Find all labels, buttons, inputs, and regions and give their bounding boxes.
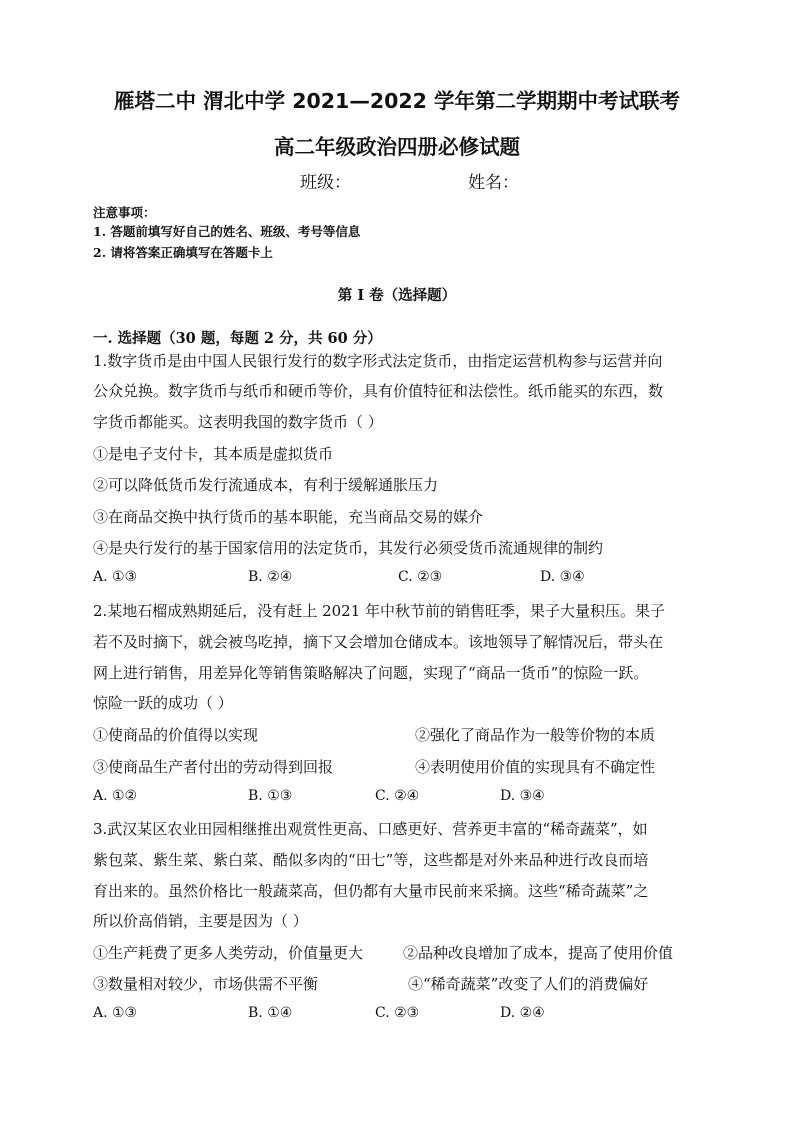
question-2-statement: ③使商品生产者付出的劳动得到回报 <box>93 758 334 776</box>
question-1-stem-line: 1.数字货币是由中国人民银行发行的数字形式法定货币，由指定运营机构参与运营并向 <box>93 352 663 370</box>
part-heading: 一. 选择题（30 题，每题 2 分，共 60 分） <box>93 330 382 347</box>
question-1-statement: ④是央行发行的基于国家信用的法定货币，其发行必须受货币流通规律的制约 <box>93 539 604 557</box>
question-2-stem-line: 2.某地石榴成熟期延后，没有赶上 2021 年中秋节前的销售旺季，果子大量积压。果子 <box>93 602 666 620</box>
question-3-option-d: D. ②④ <box>500 1005 545 1021</box>
question-1-statement: ①是电子支付卡，其本质是虚拟货币 <box>93 445 334 463</box>
section-title: 第 I 卷（选择题） <box>337 287 457 304</box>
question-2-option-a: A. ①② <box>93 788 138 804</box>
question-3-option-b: B. ①④ <box>248 1005 293 1021</box>
question-1-statement: ②可以降低货币发行流通成本，有利于缓解通胀压力 <box>93 476 439 494</box>
question-3-stem-line: 育出来的。虽然价格比一般蔬菜高，但仍都有大量市民前来采摘。这些“稀奇蔬菜”之 <box>93 882 649 900</box>
question-1-stem-line: 字货币都能买。这表明我国的数字货币（ ） <box>93 413 383 431</box>
question-3-option-c: C. ②③ <box>375 1005 420 1021</box>
question-1-option-d: D. ③④ <box>540 569 585 585</box>
question-2-stem-line: 网上进行销售，用差异化等销售策略解决了问题，实现了“商品一货币”的惊险一跃。 <box>93 664 649 682</box>
question-3-stem-line: 3.武汉某区农业田园相继推出观赏性更高、口感更好、营养更丰富的“稀奇蔬菜”，如 <box>93 820 648 838</box>
question-2-option-d: D. ③④ <box>500 788 545 804</box>
question-1-option-b: B. ②④ <box>248 569 293 585</box>
question-2-stem-line: 若不及时摘下，就会被鸟吃掉，摘下又会增加仓储成本。该地领导了解情况后，带头在 <box>93 633 664 651</box>
question-1-option-c: C. ②③ <box>398 569 443 585</box>
question-2-option-c: C. ②④ <box>375 788 420 804</box>
class-label: 班级： <box>300 173 351 193</box>
question-1-option-a: A. ①③ <box>93 569 138 585</box>
question-3-stem-line: 所以价高俏销，主要是因为（ ） <box>93 912 308 930</box>
question-3-statement: ③数量相对较少，市场供需不平衡 <box>93 975 319 993</box>
question-2-statement: ①使商品的价值得以实现 <box>93 726 259 744</box>
notice-item: 2. 请将答案正确填写在答题卡上 <box>93 245 273 260</box>
name-label: 姓名： <box>468 173 519 193</box>
question-3-stem-line: 紫包菜、紫生菜、紫白菜、酷似多肉的“田七”等，这些都是对外来品种进行改良而培 <box>93 851 649 869</box>
question-3-statement: ①生产耗费了更多人类劳动，价值量更大 <box>93 944 364 962</box>
notice-title: 注意事项： <box>93 205 156 220</box>
question-3-statement: ④“稀奇蔬菜”改变了人们的消费偏好 <box>408 975 649 993</box>
question-2-stem-line: 惊险一跃的成功（ ） <box>93 694 233 712</box>
question-2-option-b: B. ①③ <box>248 788 293 804</box>
exam-subtitle: 高二年级政治四册必修试题 <box>274 135 520 159</box>
notice-item: 1. 答题前填写好自己的姓名、班级、考号等信息 <box>93 224 361 239</box>
question-3-statement: ②品种改良增加了成本，提高了使用价值 <box>403 944 674 962</box>
question-2-statement: ④表明使用价值的实现具有不确定性 <box>415 758 656 776</box>
question-1-statement: ③在商品交换中执行货币的基本职能，充当商品交易的媒介 <box>93 508 484 526</box>
exam-title: 雁塔二中 渭北中学 2021—2022 学年第二学期期中考试联考 <box>113 89 681 113</box>
question-3-option-a: A. ①③ <box>93 1005 138 1021</box>
question-2-statement: ②强化了商品作为一般等价物的本质 <box>415 726 656 744</box>
question-1-stem-line: 公众兑换。数字货币与纸币和硬币等价，具有价值特征和法偿性。纸币能买的东西，数 <box>93 382 664 400</box>
student-info-row <box>300 168 519 193</box>
